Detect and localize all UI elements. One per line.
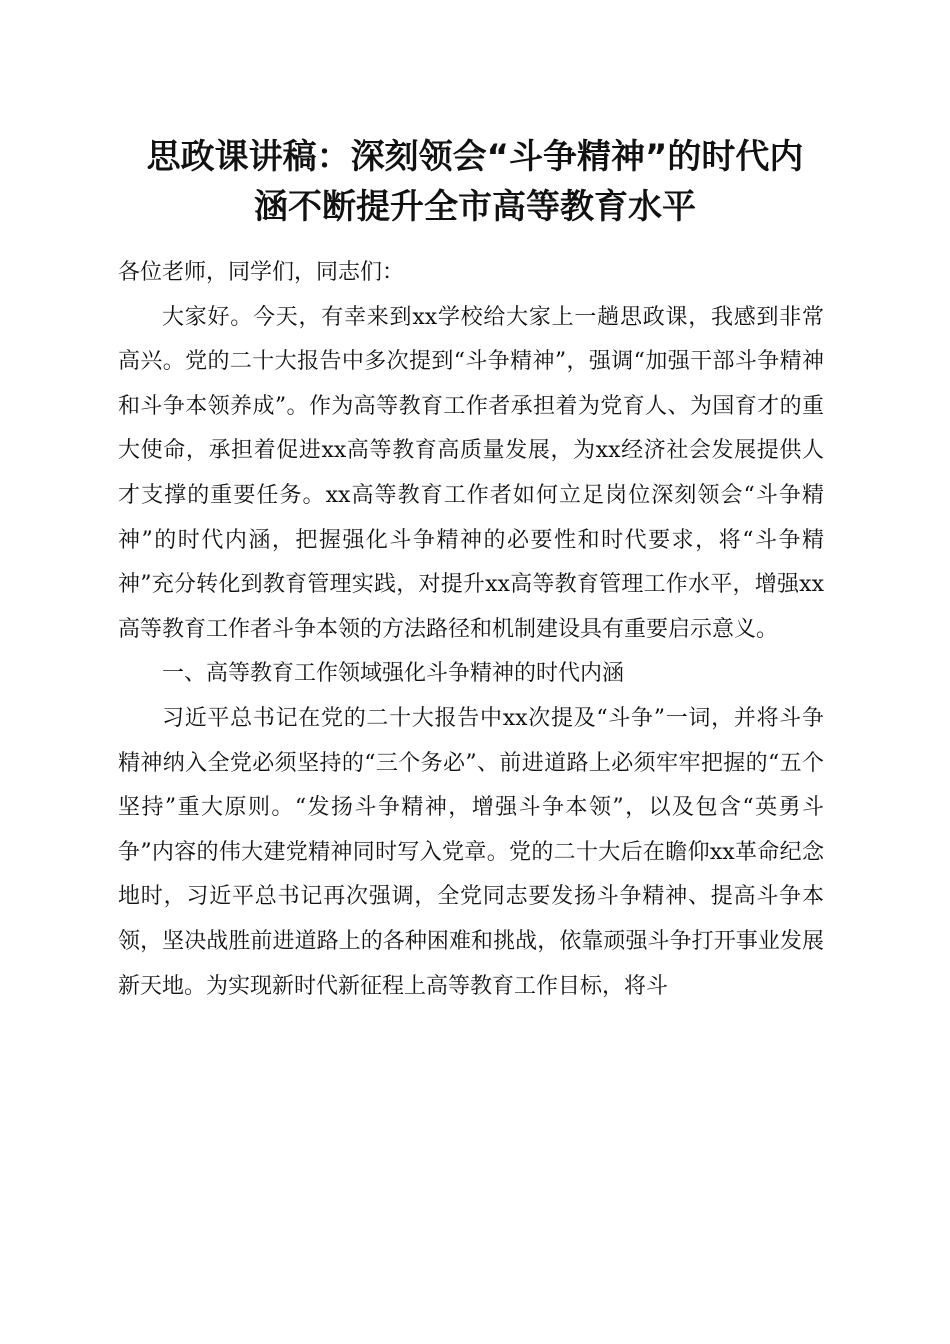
paragraph-section-1: 习近平总书记在党的二十大报告中xx次提及“斗争”一词，并将斗争精神纳入全党必须坚持的“三个务必”、前进道路上必须牢牢把握的“五个坚持”重大原则。“发扬斗争精神，增强斗争本领”，以及包含“英勇斗争”内容的伟大建党精神同时写入党章。党的二十大后在瞻仰xx革命纪念地时，习近平总书记再次强调，全党同志要发扬斗争精神、提高斗争本领，坚决战胜前进道路上的各种困难和挑战，依靠顽强斗争打开事业发展新天地。为实现新时代新征程上高等教育工作目标，将斗 <box>118 705 824 999</box>
title-line-2: 涵不断提升全市高等教育水平 <box>254 187 696 227</box>
title-line-1: 思政课讲稿：深刻领会“斗争精神”的时代内 <box>146 137 804 177</box>
section-heading-1: 一、高等教育工作领域强化斗争精神的时代内涵 <box>162 661 625 687</box>
paragraph-intro: 大家好。今天，有幸来到xx学校给大家上一趟思政课，我感到非常高兴。党的二十大报告中多次提到“斗争精神”，强调“加强干部斗争精神和斗争本领养成”。作为高等教育工作者承担着为党育人、为国育才的重大使命，承担着促进xx高等教育高质量发展，为xx经济社会发展提供人才支撑的重要任务。xx高等教育工作者如何立足岗位深刻领会“斗争精神”的时代内涵，把握强化斗争精神的必要性和时代要求，将“斗争精神”充分转化到教育管理实践，对提升xx高等教育管理工作水平，增强xx高等教育工作者斗争本领的方法路径和机制建设具有重要启示意义。 <box>118 304 824 642</box>
salutation: 各位老师，同学们，同志们： <box>118 260 405 285</box>
document-title <box>100 132 850 232</box>
document-body <box>118 251 824 1009</box>
